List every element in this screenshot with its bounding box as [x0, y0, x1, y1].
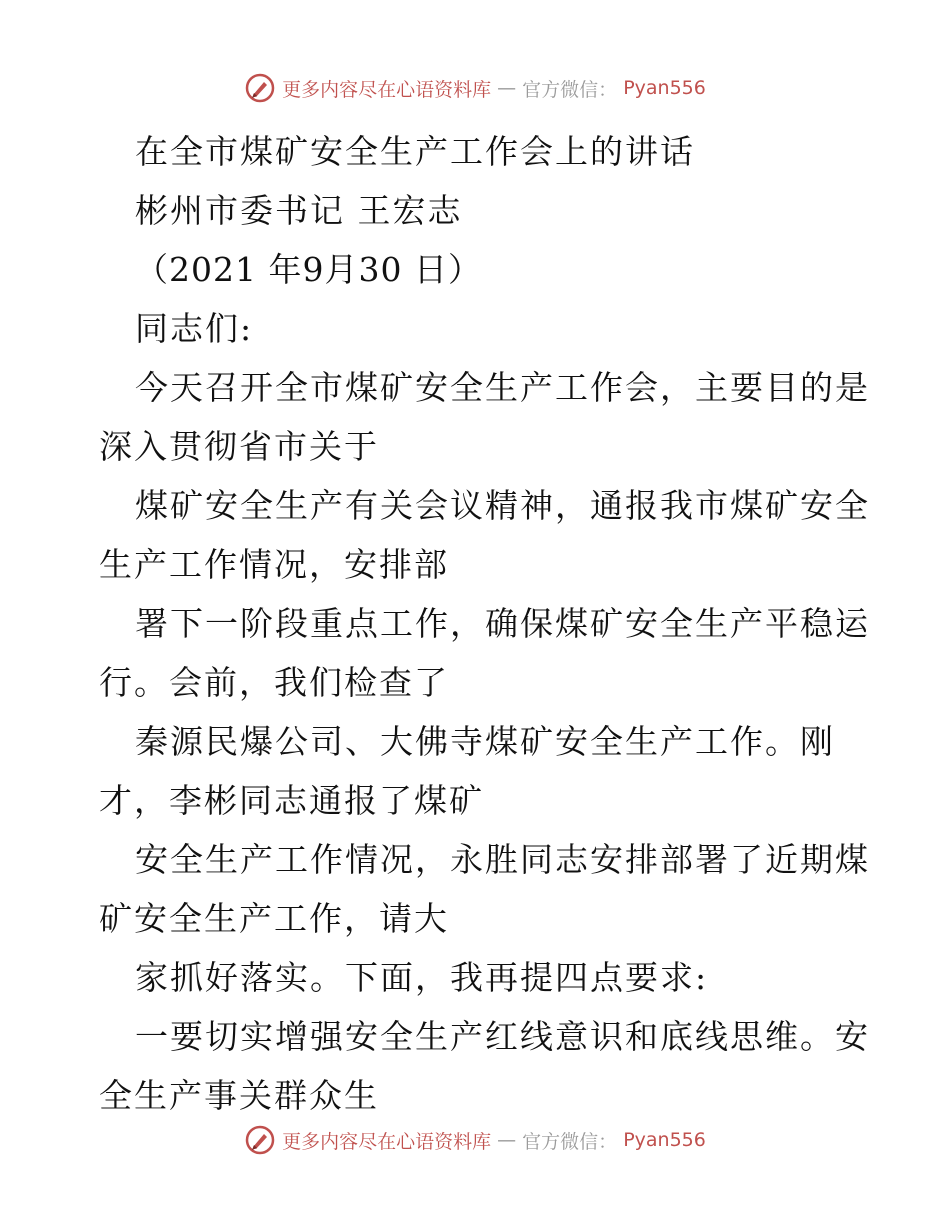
watermark-text: 更多内容尽在心语资料库: [282, 1130, 492, 1153]
body-line: 全生产事关群众生: [99, 1076, 379, 1115]
pen-nib-circle-icon: [244, 72, 276, 104]
watermark-separator: —: [497, 1129, 517, 1151]
document-greeting: 同志们:: [135, 309, 254, 348]
body-line: 今天召开全市煤矿安全生产工作会，主要目的是: [135, 368, 870, 407]
body-line: 生产工作情况，安排部: [99, 545, 449, 584]
watermark-separator: —: [497, 77, 517, 99]
watermark-official: 官方微信：: [522, 78, 618, 101]
header-watermark: [0, 72, 950, 104]
footer-watermark: [0, 1124, 950, 1156]
body-line: 才，李彬同志通报了煤矿: [99, 781, 484, 820]
body-line: 深入贯彻省市关于: [99, 427, 379, 466]
watermark-text: 更多内容尽在心语资料库: [282, 78, 492, 101]
pen-nib-circle-icon: [244, 1124, 276, 1156]
body-line: 秦源民爆公司、大佛寺煤矿安全生产工作。刚: [135, 722, 835, 761]
body-line: 安全生产工作情况，永胜同志安排部署了近期煤: [135, 840, 870, 879]
document-body: [99, 122, 870, 1125]
body-line: 煤矿安全生产有关会议精神，通报我市煤矿安全: [135, 486, 870, 525]
document-date: （2021 年9月30 日）: [135, 250, 482, 289]
watermark-id: Pyan556: [623, 1129, 706, 1151]
watermark-official: 官方微信：: [522, 1130, 618, 1153]
document-author: 彬州市委书记 王宏志: [135, 191, 463, 230]
watermark-id: Pyan556: [623, 77, 706, 99]
body-line: 行。会前，我们检查了: [99, 663, 449, 702]
body-line: 家抓好落实。下面，我再提四点要求:: [135, 958, 709, 997]
body-line: 矿安全生产工作，请大: [99, 899, 449, 938]
body-text: [99, 358, 870, 1125]
body-line: 署下一阶段重点工作，确保煤矿安全生产平稳运: [135, 604, 870, 643]
body-line: 一要切实增强安全生产红线意识和底线思维。安: [135, 1017, 870, 1056]
document-title: 在全市煤矿安全生产工作会上的讲话: [135, 132, 695, 171]
